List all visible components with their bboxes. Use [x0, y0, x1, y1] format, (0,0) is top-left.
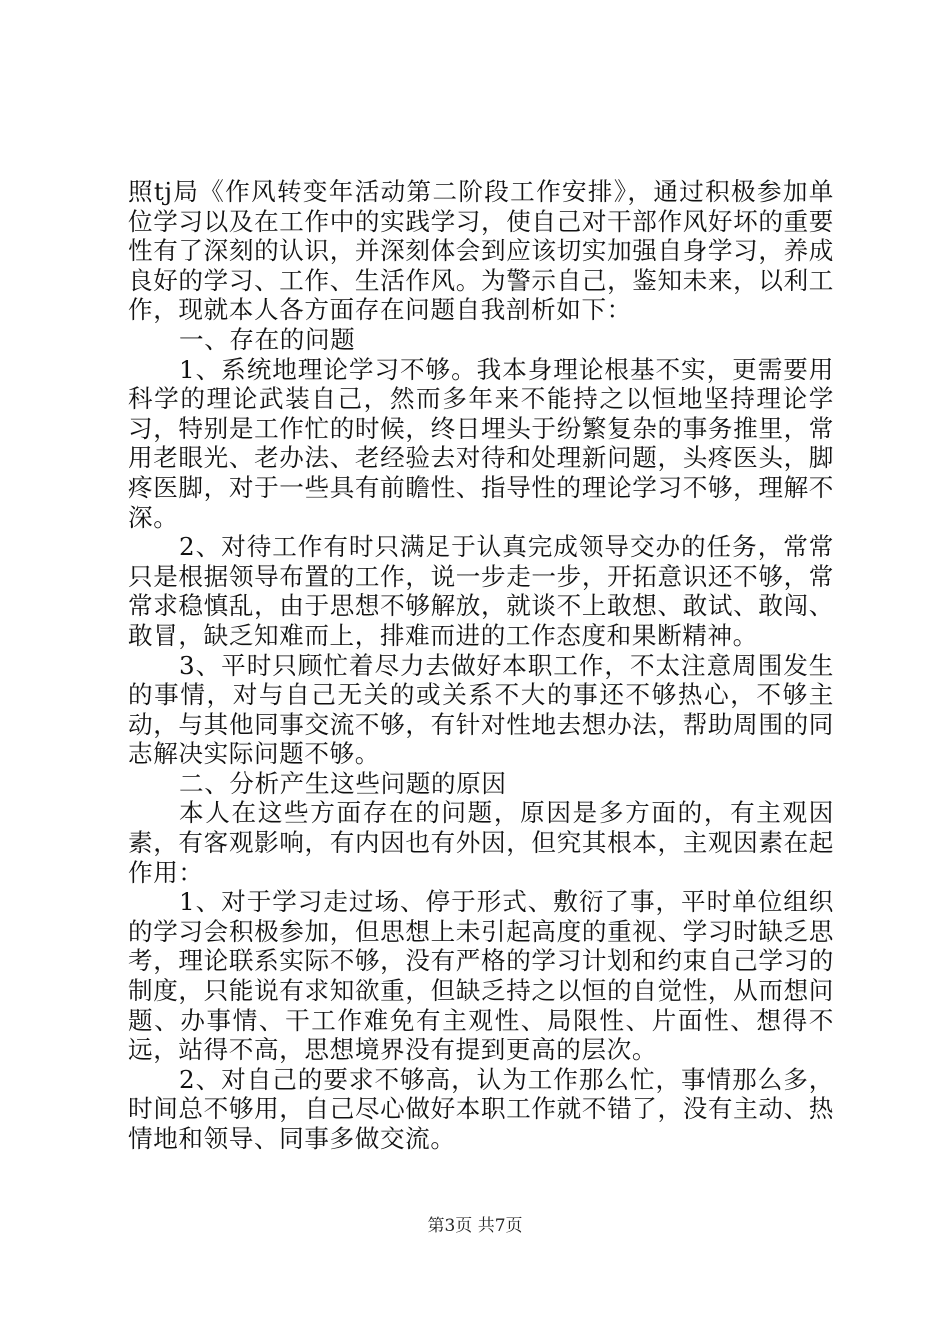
paragraph-intro: 照tj局《作风转变年活动第二阶段工作安排》，通过积极参加单位学习以及在工作中的实践学习，使自己对干部作风好坏的重要性有了深刻的认识，并深刻体会到应该切实加强自身学习，养成良好的学习、工作、生活作风。为警示自己，鉴知未来，以利工作，现就本人各方面存在问题自我剖析如下： [128, 177, 834, 325]
paragraph-problem-1: 1、系统地理论学习不够。我本身理论根基不实，更需要用科学的理论武装自己，然而多年来不能持之以恒地坚持理论学习，特别是工作忙的时候，终日埋头于纷繁复杂的事务推里，常用老眼光、老办法、老经验去对待和处理新问题，头疼医头，脚疼医脚，对于一些具有前瞻性、指导性的理论学习不够，理解不深。 [128, 354, 834, 532]
paragraph-problem-3: 3、平时只顾忙着尽力去做好本职工作，不太注意周围发生的事情，对与自己无关的或关系不大的事还不够热心，不够主动，与其他同事交流不够，有针对性地去想办法，帮助周围的同志解决实际问题不够。 [128, 650, 834, 769]
section-heading-problems: 一、存在的问题 [179, 324, 356, 354]
paragraph-cause-1: 1、对于学习走过场、停于形式、敷衍了事，平时单位组织的学习会积极参加，但思想上未引起高度的重视、学习时缺乏思考，理论联系实际不够，没有严格的学习计划和约束自己学习的制度，只能说有求知欲重，但缺乏持之以恒的自觉性，从而想问题、办事情、干工作难免有主观性、局限性、片面性、想得不远，站得不高，思想境界没有提到更高的层次。 [128, 887, 834, 1065]
document-body [128, 177, 834, 1154]
paragraph-cause-2: 2、对自己的要求不够高，认为工作那么忙，事情那么多，时间总不够用，自己尽心做好本职工作就不错了，没有主动、热情地和领导、同事多做交流。 [128, 1064, 834, 1153]
page-number-footer: 第3页 共7页 [427, 1216, 523, 1236]
section-heading-causes: 二、分析产生这些问题的原因 [179, 768, 507, 798]
paragraph-causes-intro: 本人在这些方面存在的问题，原因是多方面的，有主观因素，有客观影响，有内因也有外因，但究其根本，主观因素在起作用： [128, 798, 834, 887]
paragraph-problem-2: 2、对待工作有时只满足于认真完成领导交办的任务，常常只是根据领导布置的工作，说一步走一步，开拓意识还不够，常常求稳慎乱，由于思想不够解放，就谈不上敢想、敢试、敢闯、敢冒，缺乏知难而上，排难而进的工作态度和果断精神。 [128, 532, 834, 650]
